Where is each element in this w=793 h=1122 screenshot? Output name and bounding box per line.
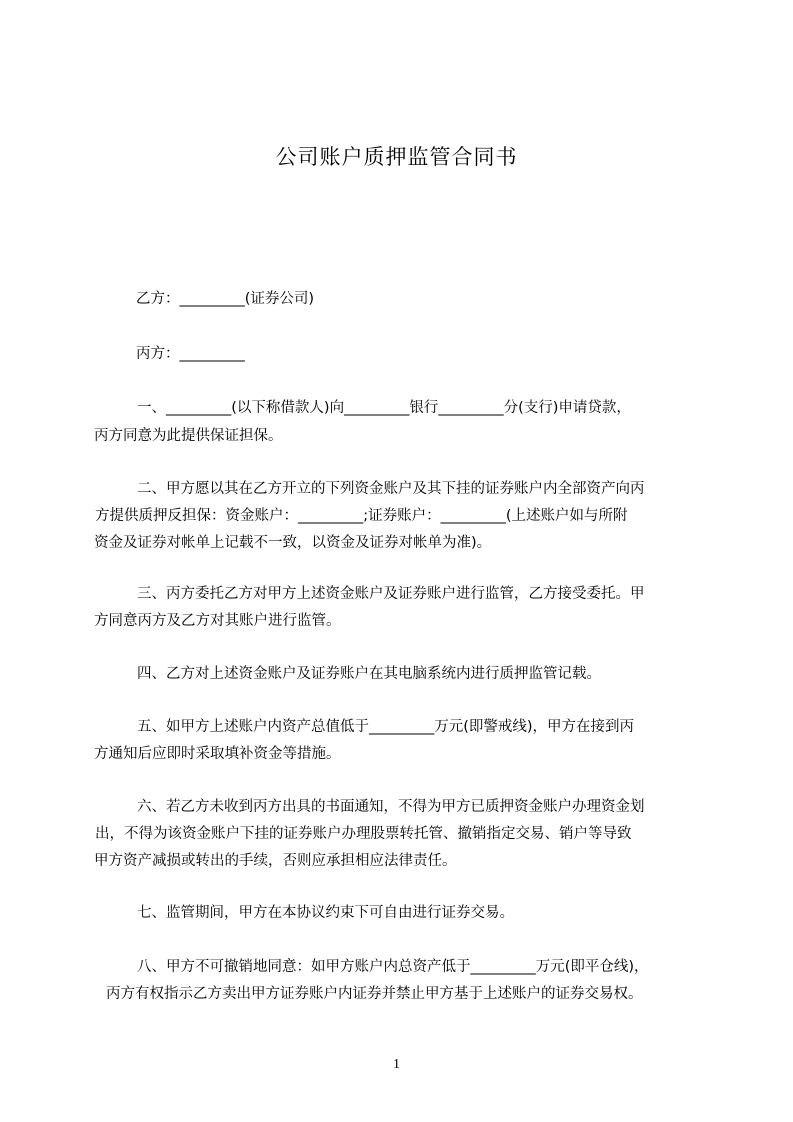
- clause-1-line-1: 一、_________(以下称借款人)向_________银行_________分(支行)申请贷款，: [137, 400, 631, 416]
- clause-4-line-1: 四、乙方对上述资金账户及证券账户在其电脑系统内进行质押监管记载。: [137, 666, 601, 682]
- clause-6-line-2: 出，不得为该资金账户下挂的证券账户办理股票转托管、撤销指定交易、销户等导致: [95, 826, 632, 842]
- party-b-line: 乙方：_________(证券公司): [136, 291, 315, 307]
- clause-6-line-3: 甲方资产减损或转出的手续，否则应承担相应法律责任。: [94, 853, 457, 869]
- document-title: 公司账户质押监管合同书: [275, 145, 518, 169]
- party-c-line: 丙方：_________: [136, 346, 245, 362]
- clause-7-line-1: 七、监管期间，甲方在本协议约束下可自由进行证券交易。: [137, 905, 514, 921]
- clause-2-line-2: 方提供质押反担保：资金账户：_________;证券账户：_________(上述账户如与所附: [95, 508, 628, 524]
- clause-2-line-1: 二、甲方愿以其在乙方开立的下列资金账户及其下挂的证券账户内全部资产向丙: [137, 481, 645, 497]
- clause-3-line-1: 三、丙方委托乙方对甲方上述资金账户及证券账户进行监管，乙方接受委托。甲: [137, 586, 645, 602]
- clause-2-line-3: 资金及证券对帐单上记载不一致，以资金及证券对帐单为准)。: [94, 535, 492, 551]
- clause-3-line-2: 方同意丙方及乙方对其账户进行监管。: [94, 613, 341, 629]
- clause-8-line-2: 丙方有权指示乙方卖出甲方证券账户内证券并禁止甲方基于上述账户的证券交易权。: [106, 986, 643, 1002]
- page-number: 1: [393, 1057, 400, 1072]
- clause-1-line-2: 丙方同意为此提供保证担保。: [94, 428, 283, 444]
- clause-5-line-2: 方通知后应即时采取填补资金等措施。: [94, 746, 341, 762]
- clause-8-line-1: 八、甲方不可撤销地同意：如甲方账户内总资产低于_________万元(即平仓线)，: [137, 959, 649, 975]
- clause-5-line-1: 五、如甲方上述账户内资产总值低于_________万元(即警戒线)，甲方在接到丙: [137, 719, 635, 735]
- clause-6-line-1: 六、若乙方未收到丙方出具的书面通知，不得为甲方已质押资金账户办理资金划: [137, 799, 645, 815]
